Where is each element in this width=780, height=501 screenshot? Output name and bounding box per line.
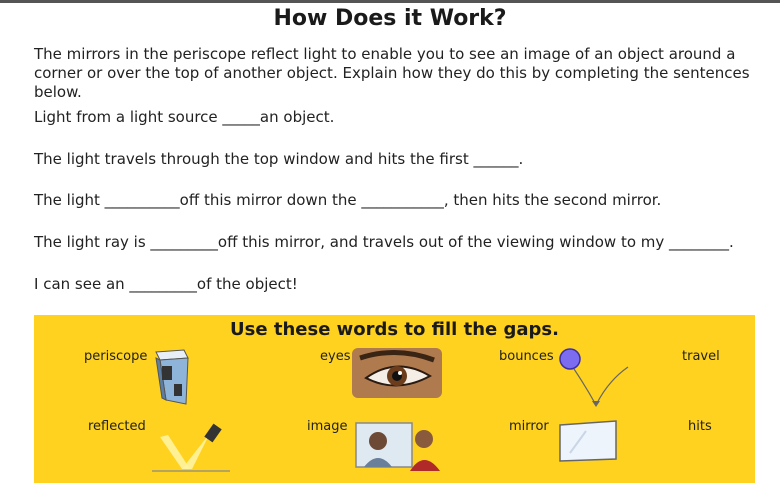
mirror-icon [556, 419, 620, 463]
page-title: How Does it Work? [273, 6, 507, 31]
word-reflected: reflected [88, 419, 146, 434]
top-border [0, 0, 780, 3]
word-bank [34, 315, 755, 483]
word-bounces: bounces [499, 349, 554, 364]
sentence-2: The light travels through the top window and hits the first ______. [34, 150, 524, 168]
sentence-3: The light __________off this mirror down the ___________, then hits the second mirror. [34, 191, 662, 209]
reflected-light-icon [152, 423, 232, 475]
bouncing-ball-icon [556, 347, 638, 409]
eye-icon [352, 348, 442, 398]
sentence-4: The light ray is _________off this mirror, and travels out of the viewing window to my ________. [34, 233, 734, 251]
sentence-5: I can see an _________of the object! [34, 275, 298, 293]
word-hits: hits [688, 419, 712, 434]
word-mirror: mirror [509, 419, 549, 434]
word-image: image [307, 419, 348, 434]
word-periscope: periscope [84, 349, 148, 364]
sentence-1: Light from a light source _____an object. [34, 108, 335, 126]
word-bank-title: Use these words to fill the gaps. [230, 319, 559, 340]
mirror-image-icon [354, 421, 444, 471]
word-travel: travel [682, 349, 720, 364]
word-eyes: eyes [320, 349, 351, 364]
intro-paragraph: The mirrors in the periscope reflect light to enable you to see an image of an object around a corner or over the top of another object. Explain how they do this by completing the sentences below. [34, 45, 750, 101]
periscope-icon [152, 348, 194, 406]
